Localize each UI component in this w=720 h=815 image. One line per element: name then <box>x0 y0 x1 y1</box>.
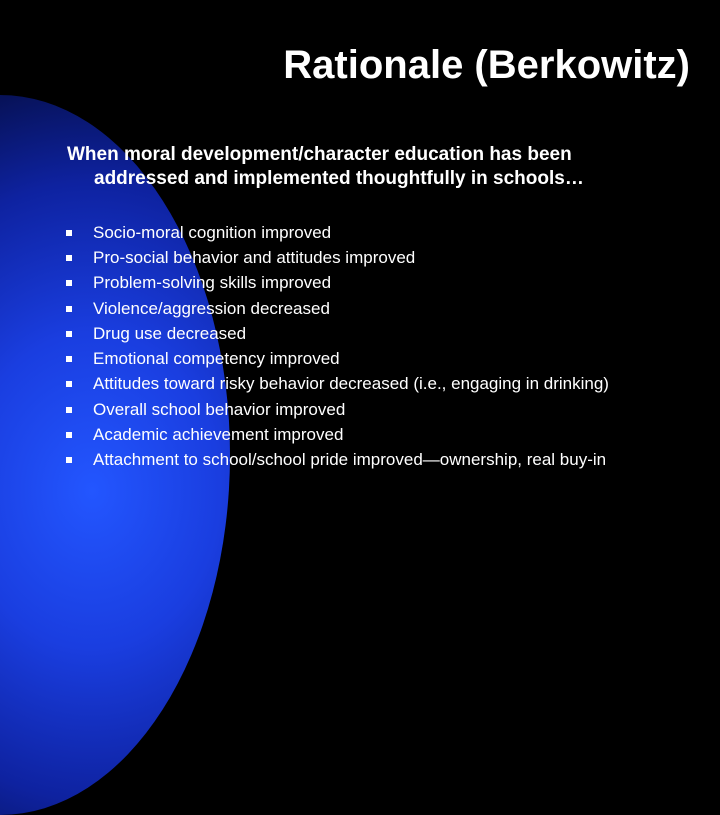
lead-line-1: When moral development/character education has been <box>67 144 572 165</box>
lead-line-2: addressed and implemented thoughtfully in schools… <box>94 168 584 189</box>
list-item-text: Pro-social behavior and attitudes improved <box>93 247 416 267</box>
list-item <box>66 422 609 447</box>
square-bullet-icon <box>66 407 72 413</box>
list-item <box>66 296 609 321</box>
list-item-text: Violence/aggression decreased <box>93 298 330 318</box>
list-item <box>66 397 609 422</box>
square-bullet-icon <box>66 356 72 362</box>
square-bullet-icon <box>66 457 72 463</box>
list-item <box>66 448 609 473</box>
list-item <box>66 346 609 371</box>
list-item-text: Drug use decreased <box>93 323 247 343</box>
list-item <box>66 321 609 346</box>
list-item-text: Attachment to school/school pride improved—ownership, real buy-in <box>93 450 607 470</box>
square-bullet-icon <box>66 432 72 438</box>
square-bullet-icon <box>66 230 72 236</box>
square-bullet-icon <box>66 280 72 286</box>
list-item-text: Socio-moral cognition improved <box>93 222 332 242</box>
square-bullet-icon <box>66 381 72 387</box>
list-item-text: Emotional competency improved <box>93 349 340 369</box>
lead-statement <box>67 143 697 191</box>
list-item-text: Academic achievement improved <box>93 425 344 445</box>
slide-title: Rationale (Berkowitz) <box>283 43 690 87</box>
list-item <box>66 271 609 296</box>
list-item-text: Problem-solving skills improved <box>93 273 332 293</box>
list-item <box>66 372 609 397</box>
square-bullet-icon <box>66 255 72 261</box>
outcomes-list <box>66 220 609 473</box>
square-bullet-icon <box>66 331 72 337</box>
square-bullet-icon <box>66 306 72 312</box>
list-item <box>66 245 609 270</box>
list-item-text: Overall school behavior improved <box>93 399 346 419</box>
list-item-text: Attitudes toward risky behavior decreased (i.e., engaging in drinking) <box>93 374 609 394</box>
list-item <box>66 220 609 245</box>
